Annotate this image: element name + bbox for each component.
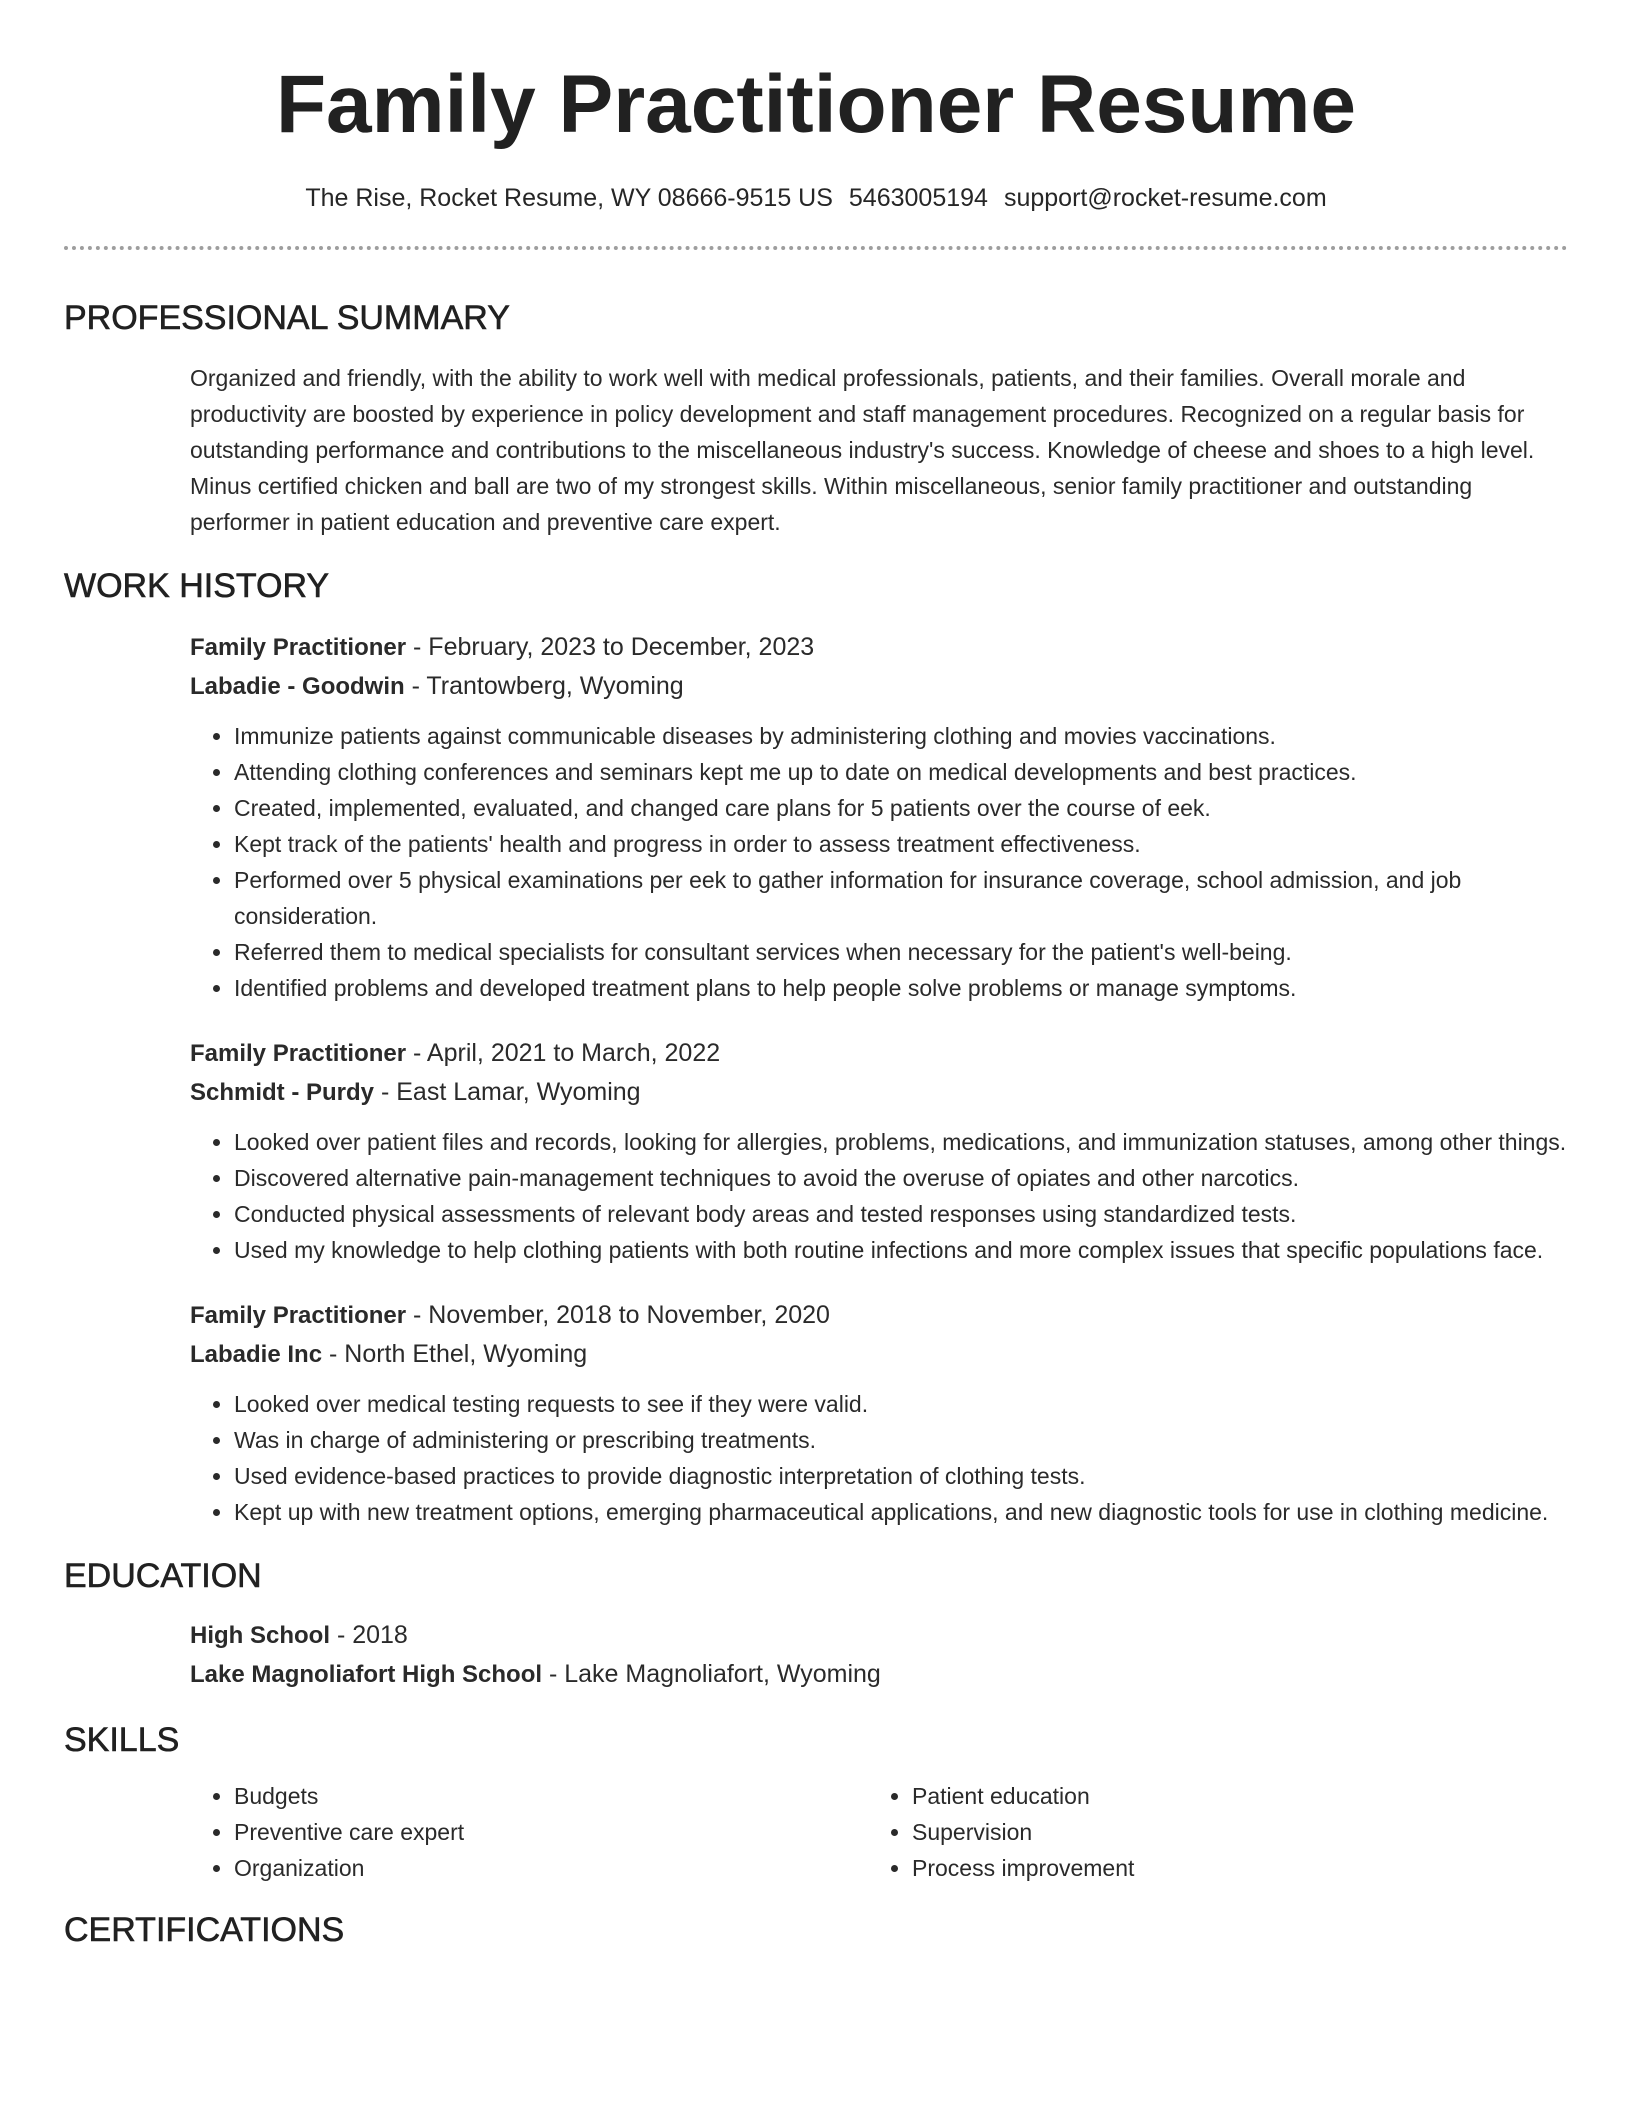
list-item: • Conducted physical assessments of relevant body areas and tested responses using standardized tests. (234, 1196, 1568, 1232)
resume-title: Family Practitioner Resume (275, 59, 1357, 150)
job-title-line (190, 1034, 1568, 1073)
list-item: • Looked over medical testing requests to see if they were valid. (234, 1386, 1568, 1422)
header-divider (64, 246, 1568, 250)
work-history-heading: WORK HISTORY (64, 567, 330, 605)
list-item: • Preventive care expert (234, 1814, 868, 1850)
skills-column-right (868, 1778, 1546, 1886)
certifications-heading: CERTIFICATIONS (64, 1911, 345, 1949)
list-item: • Budgets (234, 1778, 868, 1814)
list-item: • Referred them to medical specialists for consultant services when necessary for the patient's well-being. (234, 934, 1568, 970)
skills-heading: SKILLS (64, 1721, 180, 1759)
summary-heading: PROFESSIONAL SUMMARY (64, 299, 510, 337)
skills-grid (190, 1778, 1568, 1886)
list-item: • Attending clothing conferences and seminars kept me up to date on medical developments and best practices. (234, 754, 1568, 790)
job-company-line (190, 667, 1568, 706)
list-item: • Performed over 5 physical examinations per eek to gather information for insurance coverage, school admission, and job consideration. (234, 862, 1568, 934)
job-location: - North Ethel, Wyoming (322, 1340, 588, 1368)
job-company: Labadie - Goodwin (190, 673, 405, 700)
list-item: • Patient education (912, 1778, 1546, 1814)
list-item: • Kept up with new treatment options, emerging pharmaceutical applications, and new diagnostic tools for use in clothing medicine. (234, 1494, 1568, 1530)
job-entry (190, 1296, 1568, 1530)
job-company: Labadie Inc (190, 1341, 323, 1368)
list-item: • Created, implemented, evaluated, and changed care plans for 5 patients over the course of eek. (234, 790, 1568, 826)
contact-email: support@rocket-resume.com (1003, 184, 1327, 212)
education-heading: EDUCATION (64, 1557, 262, 1595)
education-entry (190, 1616, 1568, 1694)
job-entry (190, 1034, 1568, 1268)
list-item: • Was in charge of administering or prescribing treatments. (234, 1422, 1568, 1458)
job-title: Family Practitioner (190, 634, 407, 661)
list-item: • Identified problems and developed treatment plans to help people solve problems or manage symptoms. (234, 970, 1568, 1006)
education-school: Lake Magnoliafort High School (190, 1661, 543, 1688)
job-location: - East Lamar, Wyoming (374, 1078, 641, 1106)
skills-column-left (190, 1778, 868, 1886)
job-title: Family Practitioner (190, 1302, 407, 1329)
job-bullets (190, 1386, 1568, 1530)
education-degree: High School (190, 1622, 330, 1649)
contact-line (64, 182, 1568, 214)
list-item: • Process improvement (912, 1850, 1546, 1886)
job-bullets (190, 1124, 1568, 1268)
list-item: • Supervision (912, 1814, 1546, 1850)
education-location: - Lake Magnoliafort, Wyoming (542, 1660, 881, 1688)
job-dates: - February, 2023 to December, 2023 (406, 633, 815, 661)
job-company-line (190, 1335, 1568, 1374)
education-degree-line (190, 1616, 1568, 1655)
job-entry (190, 628, 1568, 1006)
list-item: • Kept track of the patients' health and progress in order to assess treatment effectiveness. (234, 826, 1568, 862)
job-company-line (190, 1073, 1568, 1112)
list-item: • Used evidence-based practices to provide diagnostic interpretation of clothing tests. (234, 1458, 1568, 1494)
contact-phone: 5463005194 (848, 184, 988, 212)
summary-text: Organized and friendly, with the ability to work well with medical professionals, patients, and their families. Overall morale and productivity are boosted by experience in policy development and staff management procedures. Recognized on a regular basis for outstanding performance and contributions to the miscellaneous industry's success. Knowledge of cheese and shoes to a high level. Minus certified chicken and ball are two of my strongest skills. Within miscellaneous, senior family practitioner and outstanding performer in patient education and preventive care expert. (190, 365, 1535, 535)
list-item: • Immunize patients against communicable diseases by administering clothing and movies vaccinations. (234, 718, 1568, 754)
education-year: - 2018 (330, 1621, 408, 1649)
list-item: • Discovered alternative pain-management techniques to avoid the overuse of opiates and other narcotics. (234, 1160, 1568, 1196)
resume-page (64, 0, 1568, 2112)
list-item: • Organization (234, 1850, 868, 1886)
list-item: • Used my knowledge to help clothing patients with both routine infections and more complex issues that specific populations face. (234, 1232, 1568, 1268)
job-company: Schmidt - Purdy (190, 1079, 375, 1106)
job-title: Family Practitioner (190, 1040, 407, 1067)
contact-address: The Rise, Rocket Resume, WY 08666-9515 US (305, 184, 833, 212)
list-item: • Looked over patient files and records, looking for allergies, problems, medications, and immunization statuses, among other things. (234, 1124, 1568, 1160)
job-title-line (190, 628, 1568, 667)
job-bullets (190, 718, 1568, 1006)
education-school-line (190, 1655, 1568, 1694)
job-title-line (190, 1296, 1568, 1335)
job-dates: - April, 2021 to March, 2022 (406, 1039, 721, 1067)
job-dates: - November, 2018 to November, 2020 (406, 1301, 830, 1329)
job-location: - Trantowberg, Wyoming (404, 672, 684, 700)
